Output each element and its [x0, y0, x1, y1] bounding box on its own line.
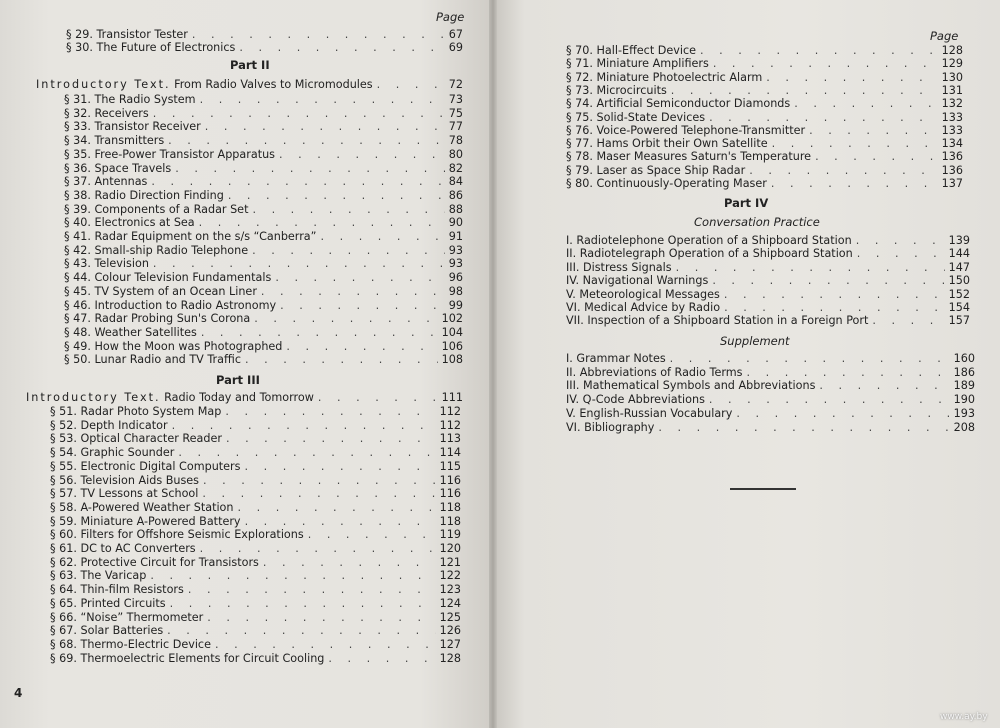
entry-title: § 32. Receivers [64, 106, 149, 120]
toc-entry [64, 285, 463, 299]
entry-title: § 41. Radar Equipment on the s/s “Canberra” [64, 230, 317, 243]
toc-entry [50, 652, 461, 666]
page-number: 4 [14, 686, 23, 700]
dot-leader [377, 78, 445, 92]
entry-page-number: 132 [941, 97, 963, 111]
entry-page-number: 130 [941, 70, 963, 84]
toc-entry [64, 299, 463, 313]
entry-page-number: 93 [448, 243, 463, 257]
intro-label: Introductory Text. [36, 78, 171, 91]
entry-title: § 67. Solar Batteries [50, 624, 164, 638]
entry-title: § 61. DC to AC Converters [50, 542, 196, 555]
entry-title: V. English-Russian Vocabulary [566, 406, 733, 420]
entry-page-number: 193 [953, 406, 975, 420]
entry-page-number: 120 [439, 542, 461, 555]
supplement-heading: Supplement [720, 334, 790, 348]
entry-title: § 37. Antennas [64, 175, 148, 189]
entry-page-number: 119 [439, 528, 461, 542]
entry-title: § 69. Thermoelectric Elements for Circuit Cooling [50, 651, 325, 665]
dot-leader [168, 134, 445, 148]
toc-entry [566, 379, 975, 393]
part-iii-heading: Part III [216, 373, 260, 387]
toc-entry [566, 288, 970, 302]
entry-page-number: 150 [948, 274, 970, 288]
intro-title: Radio Today and Tomorrow [160, 391, 314, 404]
entry-page-number: 160 [953, 352, 975, 365]
toc-entry [50, 611, 461, 625]
entry-title: § 80. Continuously-Operating Maser [566, 177, 767, 190]
entry-page-number: 106 [441, 339, 463, 353]
entry-page-number: 112 [439, 405, 461, 418]
entry-title: III. Mathematical Symbols and Abbreviations [566, 379, 816, 393]
entry-title: § 68. Thermo-Electric Device [50, 637, 211, 651]
intro-title: From Radio Valves to Micromodules [170, 78, 373, 91]
entry-title: III. Distress Signals [566, 260, 672, 274]
intro-label: Introductory Text. [26, 391, 161, 404]
dot-leader [200, 93, 445, 107]
toc-entry [50, 460, 461, 474]
introductory-text-entry [26, 391, 463, 405]
entry-title: § 56. Television Aids Buses [50, 473, 200, 487]
entry-title: § 65. Printed Circuits [50, 596, 166, 610]
toc-entry [566, 57, 963, 71]
toc-entry [566, 393, 975, 407]
entry-page-number: 157 [948, 314, 970, 328]
entry-page-number: 80 [448, 147, 463, 161]
dot-leader [856, 234, 945, 248]
dot-leader [226, 432, 436, 446]
dot-leader [709, 393, 950, 407]
entry-page-number: 116 [439, 487, 461, 501]
toc-entry [64, 93, 463, 107]
entry-page-number: 208 [953, 420, 975, 434]
entry-title: V. Meteorological Messages [566, 287, 720, 301]
part-ii-heading: Part II [230, 58, 270, 72]
dot-leader [192, 28, 445, 42]
entry-page-number: 128 [941, 44, 963, 57]
entry-title: § 75. Solid-State Devices [566, 110, 706, 124]
dot-leader [202, 487, 435, 501]
entry-page-number: 104 [441, 325, 463, 339]
toc-entry [50, 624, 461, 638]
toc-entry [64, 230, 463, 244]
entry-title: § 48. Weather Satellites [64, 325, 197, 339]
dot-leader [199, 216, 445, 230]
dot-leader [713, 57, 938, 71]
entry-title: § 39. Components of a Radar Set [64, 202, 249, 216]
entry-title: § 73. Microcircuits [566, 83, 667, 97]
dot-leader [671, 84, 938, 98]
dot-leader [275, 271, 444, 285]
entry-title: § 53. Optical Character Reader [50, 432, 222, 446]
dot-leader [239, 41, 444, 55]
dot-leader [286, 340, 437, 354]
toc-entry [50, 432, 461, 446]
entry-title: § 38. Radio Direction Finding [64, 188, 224, 202]
entry-title: II. Radiotelegraph Operation of a Shipboard Station [566, 247, 853, 261]
entry-title: § 29. Transistor Tester [66, 28, 188, 41]
entry-page-number: 102 [441, 312, 463, 326]
toc-entry [64, 340, 463, 354]
entry-title: § 66. “Noise” Thermometer [50, 610, 204, 624]
dot-leader [320, 230, 444, 244]
entry-page-number: 186 [953, 365, 975, 379]
dot-leader [749, 164, 937, 178]
entry-page-number: 88 [448, 202, 463, 216]
dot-leader [252, 244, 445, 258]
entry-title: § 76. Voice-Powered Telephone-Transmitter [566, 123, 806, 137]
entry-page-number: 114 [439, 446, 461, 460]
entry-title: VI. Medical Advice by Radio [566, 301, 721, 314]
entry-page-number: 73 [448, 93, 463, 106]
entry-title: VII. Inspection of a Shipboard Station in a Foreign Port [566, 314, 869, 328]
toc-entry [566, 247, 970, 261]
entry-title: § 36. Space Travels [64, 161, 172, 175]
dot-leader [815, 150, 938, 164]
entry-page-number: 123 [439, 583, 461, 597]
toc-entry [566, 301, 970, 315]
entry-page-number: 137 [941, 177, 963, 190]
dot-leader [228, 189, 445, 203]
entry-title: § 79. Laser as Space Ship Radar [566, 163, 746, 177]
dot-leader [252, 203, 444, 217]
dot-leader [809, 124, 938, 138]
entry-page-number: 96 [448, 271, 463, 285]
dot-leader [724, 288, 945, 302]
dot-leader [712, 274, 944, 288]
dot-leader [766, 71, 937, 85]
entry-page-number: 84 [448, 175, 463, 189]
toc-entry [64, 175, 463, 189]
toc-entry [566, 352, 975, 366]
entry-title: § 52. Depth Indicator [50, 418, 168, 432]
dot-leader [150, 569, 435, 583]
entry-title: IV. Navigational Warnings [566, 274, 709, 288]
toc-entry [566, 84, 963, 98]
toc-entry [50, 528, 461, 542]
dot-leader [245, 353, 438, 367]
watermark: www.ay.by [940, 712, 988, 722]
toc-entry [566, 421, 975, 435]
dot-leader [263, 556, 436, 570]
entry-page-number: 111 [441, 391, 463, 404]
toc-entry [64, 120, 463, 134]
entry-page-number: 154 [948, 301, 970, 314]
toc-entry [66, 41, 463, 55]
dot-leader [794, 97, 937, 111]
entry-title: § 35. Free-Power Transistor Apparatus [64, 147, 276, 161]
entry-page-number: 136 [941, 163, 963, 177]
toc-entry [566, 44, 963, 58]
entry-page-number: 77 [448, 120, 463, 134]
dot-leader [207, 611, 435, 625]
entry-page-number: 190 [953, 393, 975, 407]
toc-entry [566, 234, 970, 248]
conversation-practice-heading: Conversation Practice [694, 215, 820, 229]
entry-title [36, 78, 373, 92]
book-gutter [489, 0, 497, 728]
dot-leader [201, 326, 438, 340]
dot-leader [261, 285, 445, 299]
entry-page-number: 128 [439, 651, 461, 665]
dot-leader [676, 261, 945, 275]
entry-title: § 71. Miniature Amplifiers [566, 57, 709, 71]
entry-title: § 55. Electronic Digital Computers [50, 459, 241, 473]
toc-entry [64, 271, 463, 285]
entry-title: § 50. Lunar Radio and TV Traffic [64, 353, 241, 367]
entry-title: § 70. Hall-Effect Device [566, 44, 697, 57]
entry-page-number: 147 [948, 260, 970, 274]
dot-leader [203, 474, 436, 488]
entry-title: § 51. Radar Photo System Map [50, 405, 222, 418]
dot-leader [724, 301, 945, 315]
entry-title: § 64. Thin-film Resistors [50, 583, 184, 597]
toc-entry [566, 111, 963, 125]
toc-entry [566, 366, 975, 380]
dot-leader [308, 528, 436, 542]
dot-leader [746, 366, 949, 380]
toc-entry [566, 261, 970, 275]
entry-page-number: 136 [941, 150, 963, 164]
entry-title: § 77. Hams Orbit their Own Satellite [566, 137, 768, 151]
entry-page-number: 113 [439, 432, 461, 446]
toc-entry [50, 501, 461, 515]
entry-page-number: 86 [448, 188, 463, 202]
dot-leader [151, 175, 444, 189]
dot-leader [178, 446, 435, 460]
toc-entry [566, 124, 963, 138]
toc-entry [50, 419, 461, 433]
dot-leader [771, 177, 938, 191]
entry-page-number: 90 [448, 216, 463, 230]
toc-entry [64, 203, 463, 217]
page-column-header: Page [930, 29, 959, 43]
entry-title: § 33. Transistor Receiver [64, 120, 201, 134]
toc-entry [566, 164, 963, 178]
entry-title: § 47. Radar Probing Sun's Corona [64, 312, 251, 326]
entry-title: § 54. Graphic Sounder [50, 446, 175, 460]
entry-title: § 46. Introduction to Radio Astronomy [64, 298, 277, 312]
toc-entry [50, 515, 461, 529]
entry-title: § 78. Maser Measures Saturn's Temperature [566, 150, 812, 164]
toc-entry [50, 556, 461, 570]
dot-leader [245, 515, 436, 529]
entry-page-number: 118 [439, 500, 461, 514]
toc-entry [64, 107, 463, 121]
entry-title: I. Grammar Notes [566, 352, 666, 365]
entry-page-number: 189 [953, 379, 975, 393]
entry-title: § 72. Miniature Photoelectric Alarm [566, 70, 763, 84]
toc-entry [50, 597, 461, 611]
dot-leader [772, 137, 938, 151]
entry-title: § 31. The Radio System [64, 93, 196, 106]
entry-title: II. Abbreviations of Radio Terms [566, 365, 743, 379]
entry-title: § 42. Small-ship Radio Telephone [64, 243, 249, 257]
entry-page-number: 144 [948, 247, 970, 261]
toc-entry [50, 638, 461, 652]
entry-page-number: 115 [439, 459, 461, 473]
dot-leader [279, 148, 445, 162]
dot-leader [225, 405, 435, 419]
entry-page-number: 93 [448, 257, 463, 271]
entry-page-number: 69 [448, 41, 463, 55]
toc-entry [566, 71, 963, 85]
entry-title: § 30. The Future of Electronics [66, 41, 236, 55]
toc-entry [566, 137, 963, 151]
entry-page-number: 75 [448, 106, 463, 120]
dot-leader [658, 421, 949, 435]
entry-title: I. Radiotelephone Operation of a Shipboard Station [566, 234, 852, 247]
toc-entry [64, 148, 463, 162]
entry-title: § 62. Protective Circuit for Transistors [50, 555, 259, 569]
dot-leader [170, 597, 436, 611]
toc-entry [50, 542, 461, 556]
toc-entry [64, 216, 463, 230]
toc-entry [50, 405, 461, 419]
dot-leader [736, 407, 949, 421]
entry-page-number: 116 [439, 473, 461, 487]
end-rule [730, 488, 796, 490]
entry-title: § 63. The Varicap [50, 569, 147, 583]
dot-leader [280, 299, 445, 313]
dot-leader [244, 460, 435, 474]
part-iv-heading: Part IV [724, 196, 769, 210]
entry-page-number: 124 [439, 596, 461, 610]
toc-entry [50, 569, 461, 583]
entry-title: § 59. Miniature A-Powered Battery [50, 514, 241, 528]
entry-page-number: 67 [448, 28, 463, 41]
dot-leader [872, 314, 944, 328]
dot-leader [819, 379, 949, 393]
entry-page-number: 82 [448, 161, 463, 175]
entry-page-number: 72 [448, 78, 463, 91]
toc-entry [50, 474, 461, 488]
entry-page-number: 99 [448, 298, 463, 312]
entry-page-number: 78 [448, 134, 463, 148]
dot-leader [254, 312, 437, 326]
entry-page-number: 98 [448, 284, 463, 298]
toc-entry [64, 244, 463, 258]
entry-page-number: 122 [439, 569, 461, 583]
dot-leader [700, 44, 938, 58]
entry-page-number: 112 [439, 418, 461, 432]
dot-leader [188, 583, 436, 597]
entry-title: § 49. How the Moon was Photographed [64, 339, 283, 353]
entry-page-number: 134 [941, 137, 963, 151]
dot-leader [238, 501, 436, 515]
entry-page-number: 129 [941, 57, 963, 71]
entry-title: § 58. A-Powered Weather Station [50, 500, 234, 514]
entry-page-number: 108 [441, 353, 463, 367]
entry-title: § 34. Transmitters [64, 134, 165, 148]
entry-title: § 57. TV Lessons at School [50, 487, 199, 501]
dot-leader [167, 624, 435, 638]
entry-title: VI. Bibliography [566, 420, 655, 434]
entry-page-number: 91 [448, 230, 463, 243]
toc-entry [566, 274, 970, 288]
toc-entry [566, 97, 963, 111]
toc-entry [64, 326, 463, 340]
toc-entry [566, 314, 970, 328]
entry-page-number: 125 [439, 610, 461, 624]
toc-entry [66, 28, 463, 42]
toc-entry [50, 487, 461, 501]
toc-entry [64, 257, 463, 271]
entry-title: § 74. Artificial Semiconductor Diamonds [566, 97, 791, 111]
dot-leader [318, 391, 438, 405]
introductory-text-entry [36, 78, 463, 92]
toc-entry [50, 446, 461, 460]
toc-entry [566, 177, 963, 191]
entry-title: § 44. Colour Television Fundamentals [64, 271, 272, 285]
dot-leader [215, 638, 436, 652]
entry-page-number: 118 [439, 514, 461, 528]
dot-leader [670, 352, 950, 366]
entry-page-number: 131 [941, 83, 963, 97]
dot-leader [709, 111, 938, 125]
entry-page-number: 121 [439, 555, 461, 569]
toc-entry [566, 150, 963, 164]
entry-title: § 40. Electronics at Sea [64, 216, 195, 230]
entry-page-number: 133 [941, 123, 963, 137]
entry-title [26, 391, 314, 405]
dot-leader [153, 107, 445, 121]
entry-title: § 60. Filters for Offshore Seismic Explorations [50, 528, 304, 542]
toc-entry [64, 162, 463, 176]
entry-title: § 43. Television [64, 257, 149, 271]
dot-leader [857, 247, 945, 261]
toc-entry [566, 407, 975, 421]
entry-title: § 45. TV System of an Ocean Liner [64, 284, 257, 298]
entry-page-number: 133 [941, 110, 963, 124]
page-column-header: Page [436, 10, 465, 24]
toc-entry [64, 353, 463, 367]
dot-leader [153, 257, 445, 271]
dot-leader [205, 120, 445, 134]
entry-title: IV. Q-Code Abbreviations [566, 393, 705, 407]
entry-page-number: 126 [439, 624, 461, 638]
dot-leader [175, 162, 445, 176]
dot-leader [200, 542, 436, 556]
toc-entry [50, 583, 461, 597]
dot-leader [328, 652, 435, 666]
entry-page-number: 152 [948, 287, 970, 301]
toc-entry [64, 312, 463, 326]
entry-page-number: 139 [948, 234, 970, 247]
toc-entry [64, 134, 463, 148]
entry-page-number: 127 [439, 637, 461, 651]
toc-entry [64, 189, 463, 203]
dot-leader [172, 419, 436, 433]
